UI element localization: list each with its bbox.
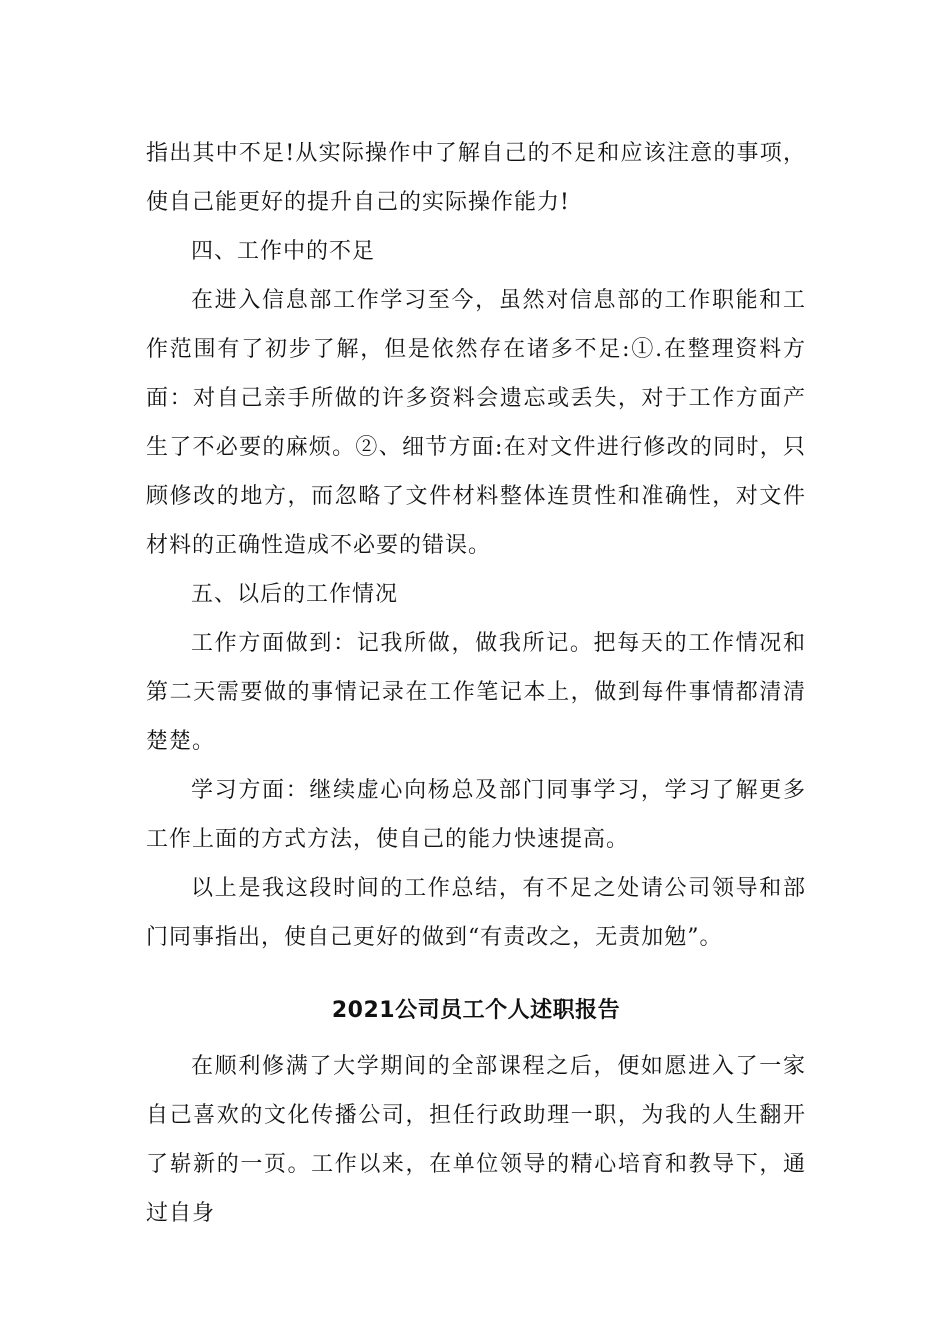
report-title: 2021公司员工个人述职报告: [331, 998, 621, 1023]
section-heading-future-work: 五、以后的工作情况: [191, 582, 399, 607]
paragraph-study-plan: 学习方面：继续虚心向杨总及部门同事学习，学习了解更多工作上面的方式方法，使自己的能力快速提高。: [146, 778, 806, 852]
document-body: [146, 129, 806, 1238]
paragraph-summary: 以上是我这段时间的工作总结，有不足之处请公司领导和部门同事指出，使自己更好的做到“有责改之，无责加勉”。: [146, 876, 806, 950]
section-heading-shortcomings: 四、工作中的不足: [191, 239, 376, 264]
paragraph-report-intro: 在顺利修满了大学期间的全部课程之后，便如愿进入了一家自己喜欢的文化传播公司，担任行政助理一职，为我的人生翻开了崭新的一页。工作以来，在单位领导的精心培育和教导下，通过自身: [146, 1054, 806, 1226]
paragraph-shortcomings: 在进入信息部工作学习至今，虽然对信息部的工作职能和工作范围有了初步了解，但是依然存在诸多不足:①.在整理资料方面：对自己亲手所做的许多资料会遗忘或丢失，对于工作方面产生了不必要的麻烦。②、细节方面:在对文件进行修改的同时，只顾修改的地方，而忽略了文件材料整体连贯性和准确性，对文件材料的正确性造成不必要的错误。: [146, 288, 806, 558]
paragraph-work-plan: 工作方面做到：记我所做，做我所记。把每天的工作情况和第二天需要做的事情记录在工作笔记本上，做到每件事情都清清楚楚。: [146, 631, 806, 754]
paragraph-continuation: 指出其中不足!从实际操作中了解自己的不足和应该注意的事项，使自己能更好的提升自己的实际操作能力!: [146, 141, 806, 215]
